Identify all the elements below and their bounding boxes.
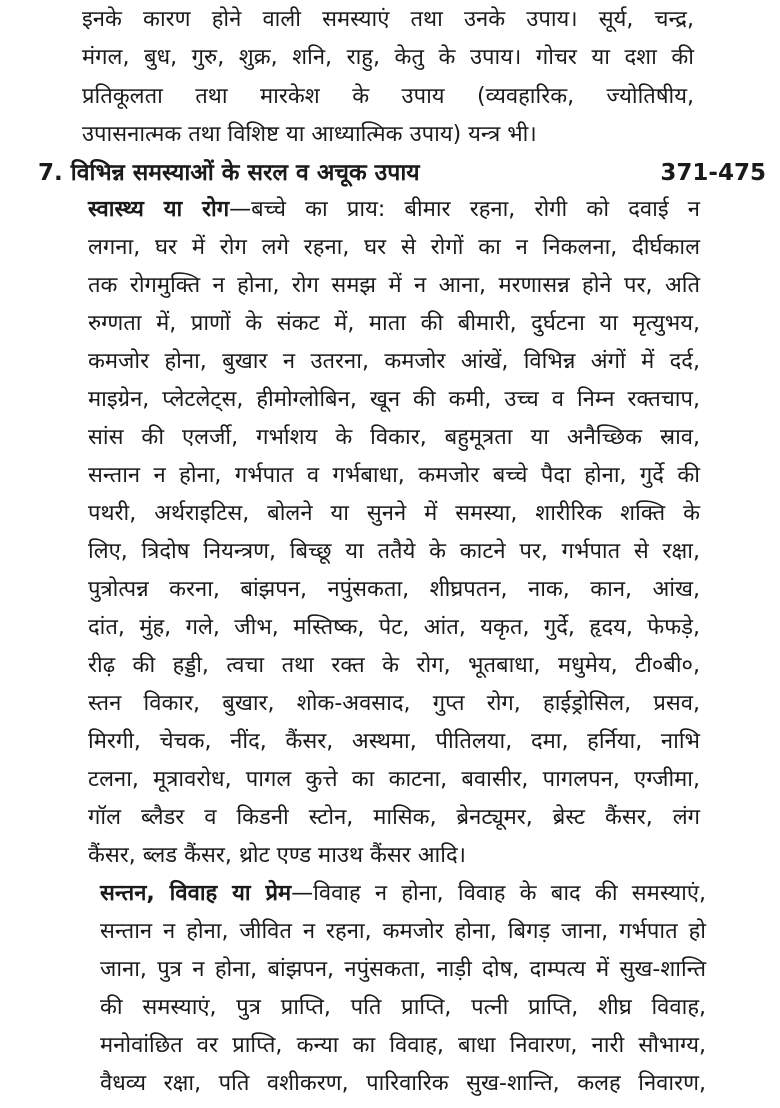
health-first-line — [88, 191, 700, 229]
health-line: सन्तान न होना, गर्भपात व गर्भबाधा, कमजोर बच्चे पैदा होना, गुर्दे की — [88, 463, 700, 488]
health-line: मिरगी, चेचक, नींद, कैंसर, अस्थमा, पीतिलया, दमा, हर्निया, नाभि — [88, 729, 700, 754]
health-line: गॉल ब्लैडर व किडनी स्टोन, मासिक, ब्रेनट्यूमर, ब्रेस्ट कैंसर, लंग — [88, 805, 700, 830]
marriage-line: मनोवांछित वर प्राप्ति, कन्या का विवाह, बाधा निवारण, नारी सौभाग्य, — [100, 1033, 706, 1058]
health-line: सांस की एलर्जी, गर्भाशय के विकार, बहुमूत्रता या अनैच्छिक स्राव, — [88, 425, 700, 450]
marriage-lead: सन्तन, विवाह या प्रेम — [100, 881, 292, 906]
health-lead: स्वास्थ्य या रोग — [88, 197, 230, 222]
health-line: लिए, त्रिदोष नियन्त्रण, बिच्छू या ततैये के काटने पर, गर्भपात से रक्षा, — [88, 539, 700, 564]
marriage-line: की समस्याएं, पुत्र प्राप्ति, पति प्राप्ति, पत्नी प्राप्ति, शीघ्र विवाह, — [100, 995, 706, 1020]
intro-line: प्रतिकूलता तथा मारकेश के उपाय (व्यवहारिक, ज्योतिषीय, — [82, 84, 694, 109]
marriage-line: वैधव्य रक्षा, पति वशीकरण, पारिवारिक सुख-शान्ति, कलह निवारण, — [100, 1071, 706, 1096]
health-line: कैंसर, ब्लड कैंसर, थ्रोट एण्ड माउथ कैंसर आदि। — [88, 843, 466, 868]
health-line: दांत, मुंह, गले, जीभ, मस्तिष्क, पेट, आंत, यकृत, गुर्दे, हृदय, फेफड़े, — [88, 615, 700, 640]
health-line: माइग्रेन, प्लेटलेट्स, हीमोग्लोबिन, खून की कमी, उच्च व निम्न रक्तचाप, — [88, 387, 700, 412]
health-line: लगना, घर में रोग लगे रहना, घर से रोगों का न निकलना, दीर्घकाल — [88, 235, 700, 260]
chapter-heading — [38, 154, 766, 192]
health-line: पुत्रोत्पन्न करना, बांझपन, नपुंसकता, शीघ्रपतन, नाक, कान, आंख, — [88, 577, 700, 602]
health-line: रीढ़ की हड्डी, त्वचा तथा रक्त के रोग, भूतबाधा, मधुमेय, टी०बी०, — [88, 653, 700, 678]
marriage-line: जाना, पुत्र न होना, बांझपन, नपुंसकता, नाड़ी दोष, दाम्पत्य में सुख-शान्ति — [100, 957, 706, 982]
health-line: पथरी, अर्थराइटिस, बोलने या सुनने में समस्या, शारीरिक शक्ति के — [88, 501, 701, 526]
health-first-rest: —बच्चे का प्राय: बीमार रहना, रोगी को दवाई न — [229, 197, 701, 222]
health-line: तक रोगमुक्ति न होना, रोग समझ में न आना, मरणासन्न होने पर, अति — [88, 273, 700, 298]
marriage-first-line — [100, 875, 706, 913]
health-line: कमजोर होना, बुखार न उतरना, कमजोर आंखें, विभिन्न अंगों में दर्द, — [88, 349, 700, 374]
intro-line: मंगल, बुध, गुरु, शुक्र, शनि, राहु, केतु के उपाय। गोचर या दशा की — [82, 45, 694, 70]
intro-line: उपासनात्मक तथा विशिष्ट या आध्यात्मिक उपाय) यन्त्र भी। — [82, 122, 537, 147]
health-line: रुग्णता में, प्राणों के संकट में, माता की बीमारी, दुर्घटना या मृत्युभय, — [88, 311, 700, 336]
intro-line: इनके कारण होने वाली समस्याएं तथा उनके उपाय। सूर्य, चन्द्र, — [82, 7, 694, 32]
health-line: स्तन विकार, बुखार, शोक-अवसाद, गुप्त रोग, हाईड्रोसिल, प्रसव, — [88, 691, 700, 716]
marriage-first-rest: —विवाह न होना, विवाह के बाद की समस्याएं, — [291, 881, 706, 906]
chapter-title: 7. विभिन्न समस्याओं के सरल व अचूक उपाय — [38, 160, 420, 186]
chapter-pages: 371-475 — [660, 160, 766, 186]
marriage-line: सन्तान न होना, जीवित न रहना, कमजोर होना, बिगड़ जाना, गर्भपात हो — [100, 919, 706, 944]
health-line: टलना, मूत्रावरोध, पागल कुत्ते का काटना, बवासीर, पागलपन, एग्जीमा, — [88, 767, 700, 792]
